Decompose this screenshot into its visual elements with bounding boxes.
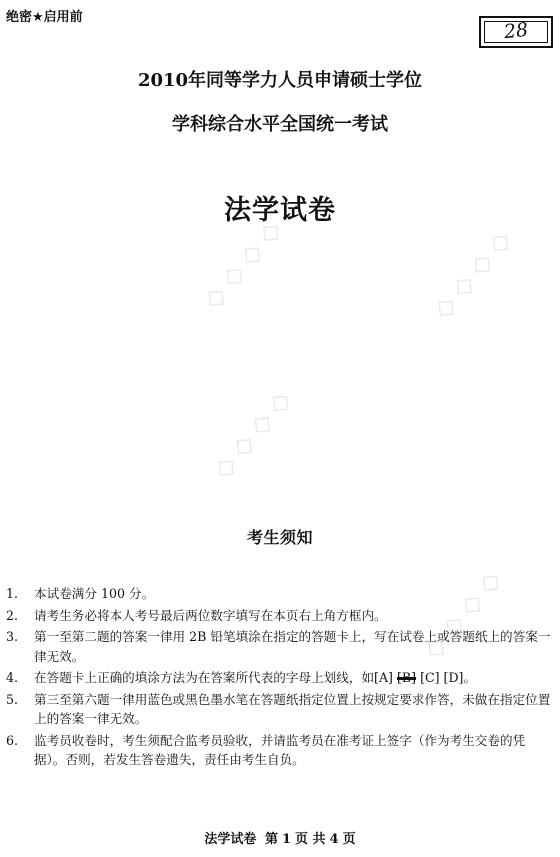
- notice-heading: 考生须知: [246, 528, 313, 547]
- list-item: [6, 627, 554, 666]
- item-text: [34, 668, 554, 688]
- footer-page-suffix: 页: [342, 832, 356, 847]
- filled-option-b: [B]: [396, 670, 417, 685]
- item-number: 1.: [6, 586, 19, 601]
- item-text: 第三至第六题一律用蓝色或黑色墨水笔在答题纸指定位置上按规定要求作答，未做在指定位置上的答案一律无效。: [34, 691, 551, 726]
- watermark: ◇ ◇ ◇ ◇: [417, 565, 508, 665]
- item-text: 第一至第二题的答案一律用 2B 铅笔填涂在指定的答题卡上，写在试卷上或答题纸上的答案一律无效。: [34, 629, 551, 664]
- watermark: ◇ ◇ ◇ ◇: [207, 385, 298, 485]
- item-text: 请考生务必将本人考号最后两位数字填写在本页右上角方框内。: [34, 607, 387, 623]
- footer-page-current: 1: [281, 832, 291, 847]
- list-item: [6, 584, 554, 604]
- item-number: 3.: [6, 629, 19, 644]
- watermark: ◇ ◇ ◇ ◇: [197, 215, 288, 315]
- page-footer: [0, 828, 560, 847]
- handwritten-code: 28: [502, 18, 530, 44]
- item-text: 监考员收卷时，考生须配合监考员验收，并请监考员在准考证上签字（作为考生交卷的凭据）。否则，若发生答卷遗失，责任由考生自负。: [34, 732, 526, 767]
- exam-title-line1: 2010年同等学力人员申请硕士学位: [137, 70, 423, 91]
- item-number: 6.: [6, 732, 19, 748]
- list-item: [6, 606, 554, 626]
- item-number: 4.: [6, 670, 19, 685]
- confidential-label: 绝密★启用前: [6, 10, 83, 25]
- list-item: [6, 690, 554, 729]
- notice-list: [6, 584, 554, 772]
- candidate-code-box: [479, 16, 553, 48]
- footer-page-total: 4: [329, 832, 339, 847]
- subject-title: 法学试卷: [224, 195, 336, 226]
- footer-page-mid: 页 共: [295, 832, 326, 847]
- footer-page-prefix: 第: [264, 832, 278, 847]
- footer-subject: 法学试卷: [204, 832, 257, 847]
- watermark: ◇ ◇ ◇ ◇: [427, 225, 518, 325]
- item-text-before: 在答题卡上正确的填涂方法为在答案所代表的字母上划线，如[A]: [34, 670, 397, 685]
- item-text-after: [C] [D]。: [416, 670, 477, 685]
- list-item: [6, 731, 554, 770]
- exam-title-line2: 学科综合水平全国统一考试: [172, 114, 388, 135]
- list-item: [6, 668, 554, 688]
- item-text: 本试卷满分 100 分。: [34, 586, 155, 601]
- item-number: 2.: [6, 607, 19, 623]
- item-number: 5.: [6, 691, 19, 707]
